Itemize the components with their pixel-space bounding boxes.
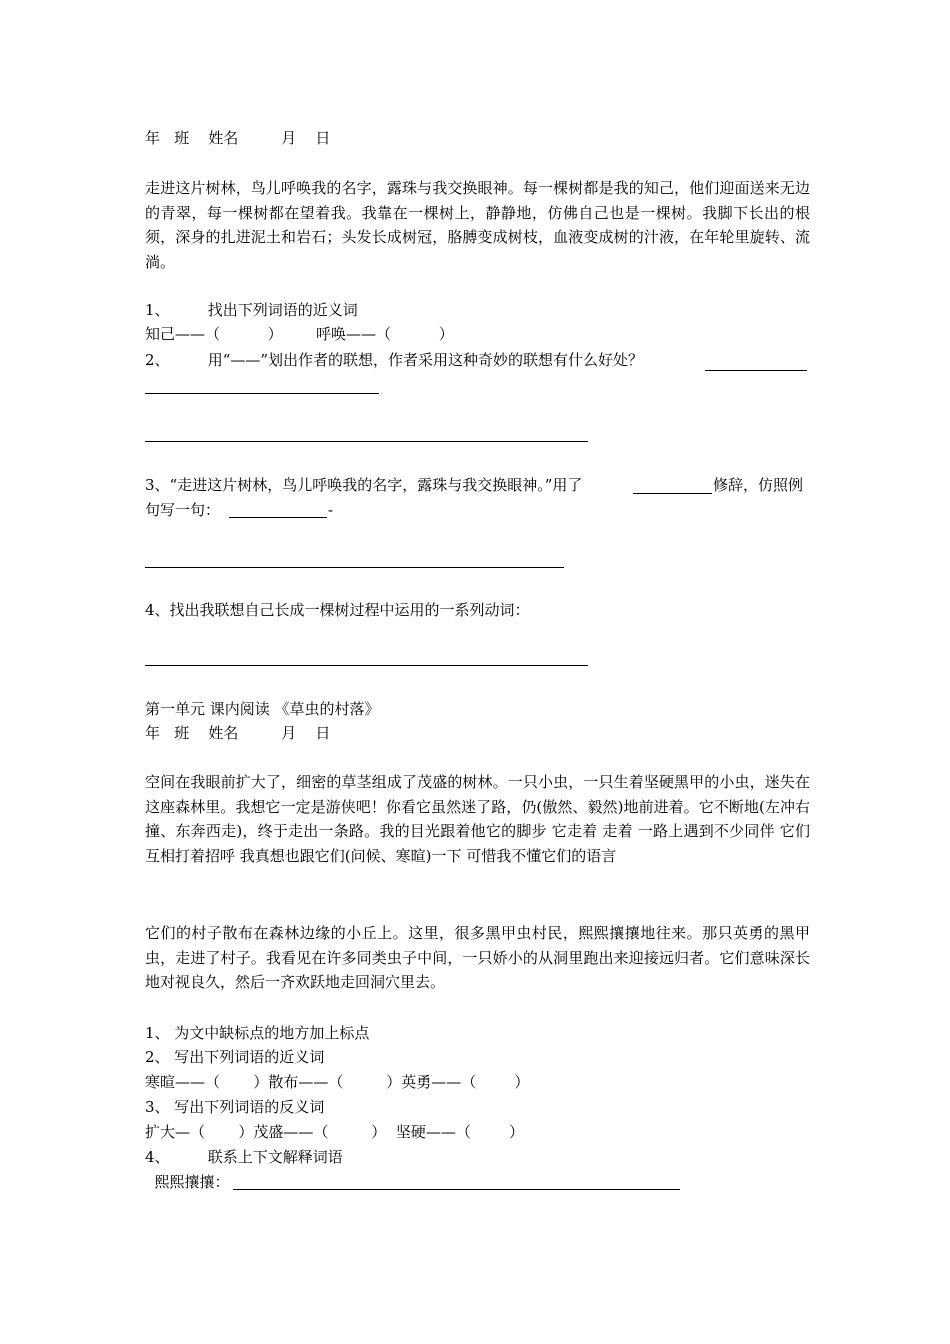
question-3-dash: -: [328, 501, 334, 519]
part2-question-4-answer-line[interactable]: [233, 1189, 680, 1190]
question-2-answer-line-1[interactable]: [705, 370, 807, 371]
part2-question-4-item: 熙熙攘攘：: [145, 1173, 230, 1191]
part2-question-2-items: 寒暄——（ ）散布——（ ）英勇——（ ）: [145, 1073, 530, 1091]
reading-passage-1: 走进这片树林，鸟儿呼唤我的名字，露珠与我交换眼神。每一棵树都是我的知己，他们迎面送来无边的青翠，每一棵树都在望着我。我靠在一棵树上，静静地，仿佛自己也是一棵树。我脚下长出的根须，深身的扎进泥土和岩石；头发长成树冠，胳膊变成树枝，血液变成树的汁液，在年轮里旋转、流淌。: [145, 179, 810, 271]
part2-question-4: 4、 联系上下文解释词语: [145, 1148, 343, 1166]
question-4-label: 4、找出我联想自己长成一棵树过程中运用的一系列动词：: [145, 601, 530, 619]
part2-question-3-items: 扩大—（ ）茂盛——（ ） 坚硬——（ ）: [145, 1123, 524, 1141]
section-title: 第一单元 课内阅读 《草虫的村落》: [145, 700, 380, 718]
question-2-label: 2、 用“——”划出作者的联想，作者采用这种奇妙的联想有什么好处？: [145, 351, 644, 369]
question-2-answer-line-2[interactable]: [145, 393, 379, 394]
part2-question-3: 3、 写出下列词语的反义词: [145, 1098, 325, 1116]
question-4-answer-line[interactable]: [145, 665, 588, 666]
question-3-text-c: 句写一句：: [145, 501, 221, 519]
question-3-rhetoric-blank[interactable]: [633, 493, 712, 494]
student-info-header: 年 班 姓名 月 日: [145, 129, 331, 147]
student-info-header-2: 年 班 姓名 月 日: [145, 724, 331, 742]
question-2-answer-line-3[interactable]: [145, 441, 588, 442]
question-3-text-a: 3、“走进这片树林，鸟儿呼唤我的名字，露珠与我交换眼神。”用了: [145, 476, 583, 494]
question-1-items: 知己——（ ） 呼唤——（ ）: [145, 325, 454, 343]
question-3-example-blank[interactable]: [229, 517, 327, 518]
part2-question-2: 2、 写出下列词语的近义词: [145, 1048, 325, 1066]
question-3-answer-line[interactable]: [145, 567, 564, 568]
reading-passage-2a: 空间在我眼前扩大了，细密的草茎组成了茂盛的树林。一只小虫，一只生着坚硬黑甲的小虫，迷失在这座森林里。我想它一定是游侠吧！你看它虽然迷了路，仍(傲然、毅然)地前进着。它不断地(左冲右撞、东奔西走)，终于走出一条路。我的目光跟着他它的脚步 它走着 走着 一路上遇到不少同伴 它们互相打着招呼 我真想也跟它们(问候、寒暄)一下 可惜我不懂它们的语言: [145, 773, 810, 865]
question-3-text-b: 修辞，仿照例: [713, 476, 804, 494]
question-1-label: 1、 找出下列词语的近义词: [145, 301, 358, 319]
part2-question-1: 1、 为文中缺标点的地方加上标点: [145, 1024, 370, 1042]
reading-passage-2b: 它们的村子散布在森林边缘的小丘上。这里，很多黑甲虫村民，熙熙攘攘地往来。那只英勇的黑甲虫，走进了村子。我看见在许多同类虫子中间，一只娇小的从洞里跑出来迎接远归者。它们意味深长地对视良久，然后一齐欢跃地走回洞穴里去。: [145, 924, 810, 991]
